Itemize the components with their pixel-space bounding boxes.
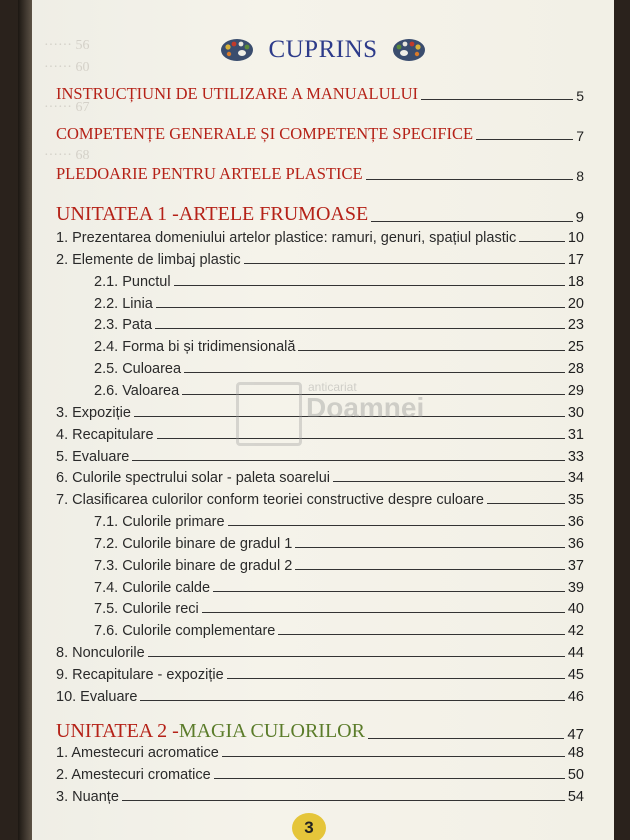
dot-leader (214, 778, 565, 779)
unit-2-heading[interactable] (56, 720, 584, 743)
toc-page-number: 36 (567, 535, 584, 552)
toc-entry[interactable] (56, 789, 584, 805)
palette-icon (392, 38, 426, 62)
toc-entry-label: 2.2. Linia (94, 295, 153, 312)
toc-entry-label: 2. Amestecuri cromatice (56, 767, 211, 783)
toc-subentry[interactable] (94, 339, 584, 355)
page-title: CUPRINS (268, 36, 378, 63)
watermark (236, 378, 432, 450)
toc-section-label: INSTRUCȚIUNI DE UTILIZARE A MANUALULUI (56, 84, 419, 103)
dot-leader (132, 460, 565, 461)
toc-page-number: 17 (567, 251, 584, 268)
toc-section-label: PLEDOARIE PENTRU ARTELE PLASTICE (56, 164, 363, 183)
toc-entry-label: 7.5. Culorile reci (94, 601, 199, 618)
toc-page-number: 7 (576, 128, 584, 144)
toc-page-number: 45 (567, 667, 584, 683)
dot-leader (156, 307, 565, 308)
dot-leader (519, 241, 565, 242)
toc-entry-label: 7.4. Culorile calde (94, 579, 211, 596)
dot-leader (227, 678, 565, 679)
toc-page-number: 9 (575, 209, 584, 226)
toc-entry-label: 9. Recapitulare - expoziție (56, 667, 224, 683)
toc-entry-label: 2.6. Valoarea (94, 382, 180, 399)
toc-page-number: 34 (567, 470, 584, 487)
toc-section[interactable] (56, 164, 584, 184)
dot-leader (333, 481, 565, 482)
dot-leader (278, 634, 565, 635)
toc-page-number: 28 (567, 361, 584, 378)
toc-page-number: 25 (567, 339, 584, 356)
toc-page-number: 48 (567, 745, 584, 761)
toc-entry-label: 2.1. Punctul (94, 273, 171, 290)
toc-entry[interactable] (56, 745, 584, 761)
book-spine-shadow (18, 0, 32, 840)
toc-page-number: 46 (567, 688, 584, 705)
toc-subentry[interactable] (94, 601, 584, 617)
toc-section-label: COMPETENȚE GENERALE ȘI COMPETENȚE SPECIFICE (56, 124, 474, 143)
toc-entry-label: 2.4. Forma bi și tridimensională (94, 339, 296, 356)
toc-page-number: 44 (567, 645, 584, 662)
toc-subentry[interactable] (94, 361, 584, 377)
dot-leader (122, 800, 565, 801)
dot-leader (298, 350, 564, 351)
toc-entry-label: 8. Nonculorile (56, 645, 145, 662)
dot-leader (421, 99, 573, 100)
unit-2-name: MAGIA CULORILOR (178, 720, 365, 742)
dot-leader (366, 179, 574, 180)
toc-page-number: 42 (567, 623, 584, 640)
toc-entry-label: 7.1. Culorile primare (94, 514, 225, 531)
page-number-badge: 3 (292, 813, 326, 840)
toc-entry[interactable] (56, 470, 584, 486)
toc-page-number: 50 (567, 767, 584, 783)
toc-entry-label: 1. Prezentarea domeniului artelor plastice: ramuri, genuri, spațiul plastic (56, 230, 517, 246)
dot-leader (487, 503, 565, 504)
dot-leader (295, 547, 565, 548)
unit-1-heading[interactable] (56, 203, 584, 226)
toc-subentry[interactable] (94, 274, 584, 290)
toc-page-number: 29 (567, 382, 584, 399)
toc-entry[interactable] (56, 667, 584, 683)
toc-entry-label: 3. Expoziție (56, 404, 131, 421)
dot-leader (244, 263, 565, 264)
toc-page-number: 47 (567, 726, 584, 743)
toc-page-number: 33 (567, 448, 584, 465)
toc-page-number: 10 (567, 230, 584, 246)
dot-leader (148, 656, 565, 657)
unit-2-prefix: UNITATEA 2 - (56, 720, 179, 742)
toc-entry[interactable] (56, 252, 584, 268)
bleed-through: ······ 60 (44, 60, 90, 75)
toc-entry-label: 7.3. Culorile binare de gradul 2 (94, 557, 293, 574)
bleed-through: ······ 56 (44, 38, 90, 53)
watermark-small-text: anticariat (308, 380, 357, 394)
dot-leader (228, 525, 565, 526)
toc-page-number: 5 (576, 88, 584, 104)
toc-page-number: 23 (567, 317, 584, 334)
toc-entry-label: 2.3. Pata (94, 317, 153, 334)
toc-entry-label: 1. Amestecuri acromatice (56, 745, 219, 761)
toc-entry-label: 7.2. Culorile binare de gradul 1 (94, 535, 293, 552)
toc-entry-label: 7.6. Culorile complementare (94, 623, 276, 640)
dot-leader (155, 328, 565, 329)
toc-entry-label: 2.5. Culoarea (94, 361, 182, 378)
toc-subentry[interactable] (94, 558, 584, 574)
toc-subentry[interactable] (94, 623, 584, 639)
toc-entry-label: 5. Evaluare (56, 448, 130, 465)
toc-entry-label: 2. Elemente de limbaj plastic (56, 251, 241, 268)
toc-entry-label: 10. Evaluare (56, 688, 138, 705)
bleed-through: ······ 68 (44, 148, 90, 163)
dot-leader (295, 569, 565, 570)
contents-header (32, 30, 614, 70)
toc-entry[interactable] (56, 645, 584, 661)
toc-page-number: 40 (567, 601, 584, 618)
dot-leader (368, 738, 564, 739)
toc-subentry[interactable] (94, 514, 584, 530)
toc-page-number: 36 (567, 514, 584, 531)
toc-entry[interactable] (56, 449, 584, 465)
dot-leader (213, 591, 565, 592)
dot-leader (174, 285, 565, 286)
dot-leader (222, 756, 565, 757)
toc-page-number: 54 (567, 789, 584, 805)
dot-leader (202, 612, 565, 613)
toc-entry[interactable] (56, 689, 584, 705)
toc-page-number: 35 (567, 492, 584, 509)
palette-icon (220, 38, 254, 62)
toc-page-number: 39 (567, 579, 584, 596)
dot-leader (476, 139, 573, 140)
toc-page-number: 20 (567, 295, 584, 312)
toc-page-number: 37 (567, 557, 584, 574)
toc-page-number: 30 (567, 404, 584, 421)
toc-subentry[interactable] (94, 296, 584, 312)
toc-subentry[interactable] (94, 580, 584, 596)
toc-entry[interactable] (56, 767, 584, 783)
toc-section[interactable] (56, 124, 584, 144)
toc-subentry[interactable] (94, 536, 584, 552)
toc-entry-label: 6. Culorile spectrului solar - paleta soarelui (56, 470, 331, 487)
watermark-big-text: Doamnei (306, 392, 425, 423)
toc-page-number: 31 (567, 426, 584, 443)
toc-page-number: 18 (567, 273, 584, 290)
bleed-through: ······ 67 (44, 100, 90, 115)
toc-entry[interactable] (56, 230, 584, 246)
toc-entry-label: 4. Recapitulare (56, 426, 154, 443)
toc-entry-label: 3. Nuanțe (56, 789, 119, 805)
toc-entry-label: 7. Clasificarea culorilor conform teoriei constructive despre culoare (56, 492, 484, 509)
dot-leader (184, 372, 565, 373)
dot-leader (371, 221, 572, 222)
contents-page (32, 0, 614, 840)
toc-subentry[interactable] (94, 317, 584, 333)
unit-1-name: ARTELE FRUMOASE (178, 203, 369, 225)
dot-leader (140, 700, 564, 701)
toc-section[interactable] (56, 84, 584, 104)
watermark-logo (236, 382, 302, 446)
unit-1-prefix: UNITATEA 1 - (56, 203, 179, 225)
toc-page-number: 8 (576, 168, 584, 184)
toc-entry[interactable] (56, 492, 584, 508)
